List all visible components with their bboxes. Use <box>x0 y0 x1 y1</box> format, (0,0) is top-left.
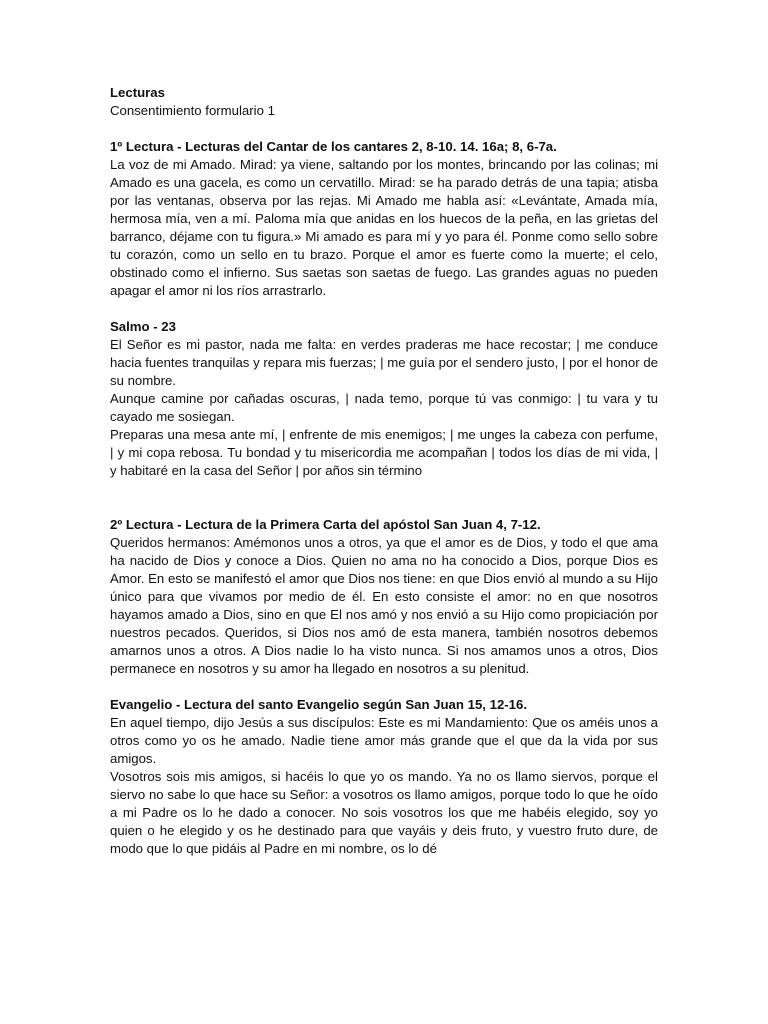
section-paragraph: En aquel tiempo, dijo Jesús a sus discípulos: Este es mi Mandamiento: Que os améis unos a otros como yo os he amado. Nadie tiene amor más grande que el que da la vida por sus amigos. <box>110 715 658 766</box>
section-heading: Evangelio - Lectura del santo Evangelio según San Juan 15, 12-16. <box>110 697 528 712</box>
spacer <box>110 300 658 318</box>
section-paragraph: El Señor es mi pastor, nada me falta: en verdes praderas me hace recostar; | me conduce hacia fuentes tranquilas y repara mis fuerzas; | me guía por el sendero justo, | por el honor de su nombre. <box>110 337 658 388</box>
section-first-reading <box>110 138 658 300</box>
spacer <box>110 120 658 138</box>
section-heading: 2º Lectura - Lectura de la Primera Carta del apóstol San Juan 4, 7-12. <box>110 517 541 532</box>
section-paragraph: Queridos hermanos: Amémonos unos a otros, ya que el amor es de Dios, y todo el que ama ha nacido de Dios y conoce a Dios. Quien no ama no ha conocido a Dios, porque Dios es Amor. En esto se manifestó el amor que Dios nos tiene: en que Dios envió al mundo a su Hijo único para que vivamos por medio de él. En esto consiste el amor: no en que nosotros hayamos amado a Dios, sino en que El nos amó y nos envió a su Hijo como propiciación por nuestros pecados. Queridos, si Dios nos amó de esta manera, también nosotros debemos amarnos unos a otros. A Dios nadie lo ha visto nunca. Si nos amamos unos a otros, Dios permanece en nosotros y su amor ha llegado en nosotros a su plenitud. <box>110 535 658 676</box>
section-heading: 1º Lectura - Lecturas del Cantar de los cantares 2, 8-10. 14. 16a; 8, 6-7a. <box>110 139 557 154</box>
document-title: Lecturas <box>110 85 165 100</box>
section-psalm <box>110 318 658 480</box>
spacer <box>110 678 658 696</box>
section-paragraph: La voz de mi Amado. Mirad: ya viene, saltando por los montes, brincando por las colinas; mi Amado es una gacela, es como un cervatillo. Mirad: se ha parado detrás de una tapia; atisba por las ventanas, observa por las rejas. Mi Amado me habla así: «Levántate, Amada mía, hermosa mía, ven a mí. Paloma mía que anidas en los huecos de la peña, en las grietas del barranco, déjame con tu figura.» Mi amado es para mí y yo para él. Ponme como sello sobre tu corazón, como un sello en tu brazo. Porque el amor es fuerte como la muerte; el celo, obstinado como el infierno. Sus saetas son saetas de fuego. Las grandes aguas no pueden apagar el amor ni los ríos arrastrarlo. <box>110 157 658 298</box>
section-gospel <box>110 696 658 858</box>
section-heading: Salmo - 23 <box>110 319 176 334</box>
section-second-reading <box>110 516 658 678</box>
document-subtitle: Consentimiento formulario 1 <box>110 103 275 118</box>
section-paragraph: Preparas una mesa ante mí, | enfrente de mis enemigos; | me unges la cabeza con perfume, | y mi copa rebosa. Tu bondad y tu misericordia me acompañan | todos los días de mi vida, | y habitaré en la casa del Señor | por años sin término <box>110 427 658 478</box>
section-paragraph: Aunque camine por cañadas oscuras, | nada temo, porque tú vas conmigo: | tu vara y tu cayado me sosiegan. <box>110 391 658 424</box>
spacer <box>110 480 658 516</box>
section-paragraph: Vosotros sois mis amigos, si hacéis lo que yo os mando. Ya no os llamo siervos, porque el siervo no sabe lo que hace su Señor: a vosotros os llamo amigos, porque todo lo que he oído a mi Padre os lo he dado a conocer. No sois vosotros los que me habéis elegido, soy yo quien o he elegido y os he destinado para que vayáis y deis fruto, y vuestro fruto dure, de modo que lo que pidáis al Padre en mi nombre, os lo dé <box>110 769 658 856</box>
document-page <box>110 84 658 858</box>
